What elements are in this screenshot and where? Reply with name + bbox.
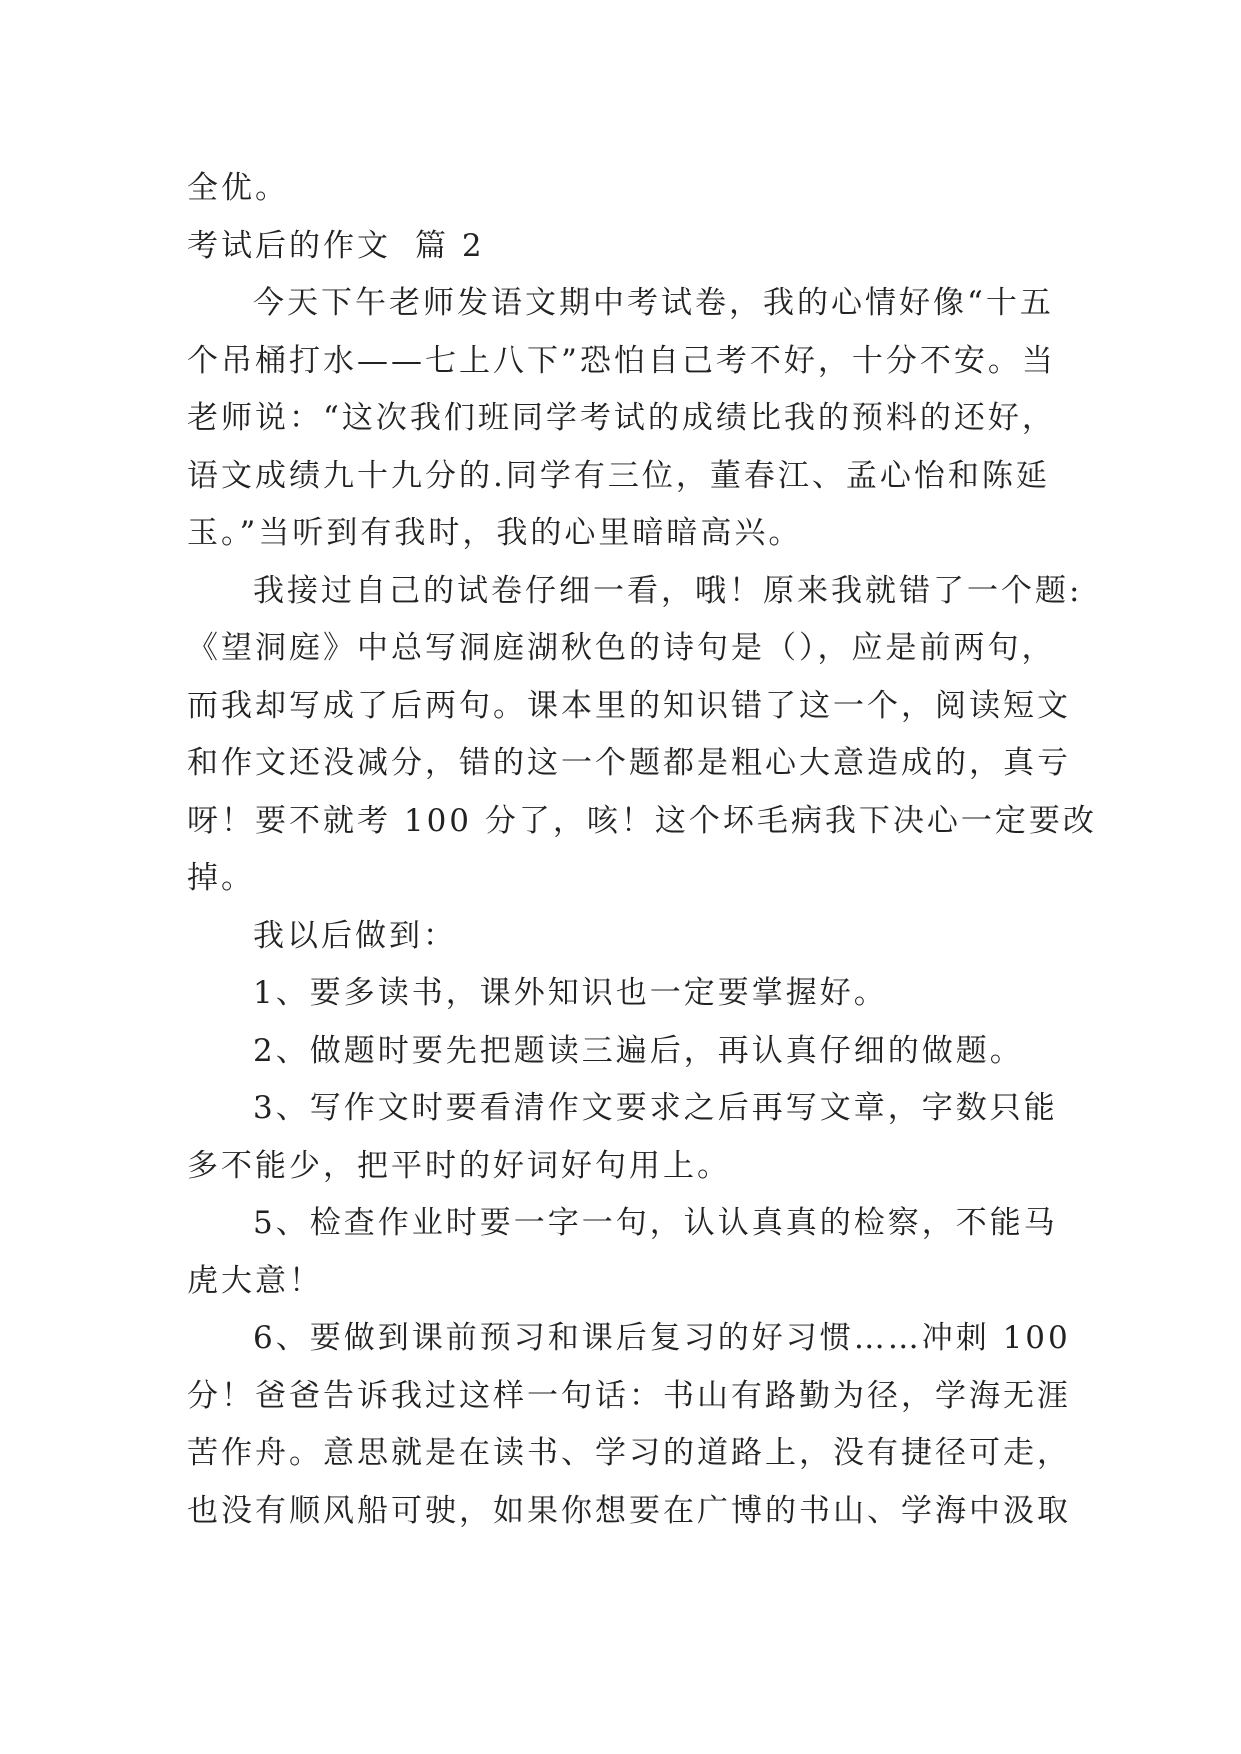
section-heading — [187, 218, 1067, 276]
list-item-line: 多不能少，把平时的好词好句用上。 — [187, 1147, 731, 1184]
paragraph-mistake — [187, 563, 1097, 908]
paragraph-exam-results — [187, 275, 1067, 563]
section-title: 考试后的作文 — [187, 227, 391, 264]
list-item-line: 6、要做到课前预习和课后复习的好习惯……冲刺 100 — [253, 1320, 1071, 1356]
list-item-line: 分！爸爸告诉我过这样一句话：书山有路勤为径，学海无涯 — [187, 1377, 1071, 1414]
list-item-line: 5、检查作业时要一字一句，认认真真的检察，不能马 — [253, 1205, 1058, 1241]
paragraph-line: 老师说：“这次我们班同学考试的成绩比我的预料的还好， — [187, 400, 1056, 436]
list-item-line: 3、写作文时要看清作文要求之后再写文章，字数只能 — [253, 1090, 1058, 1126]
article-body — [187, 160, 1097, 1540]
paragraph-line: 个吊桶打水——七上八下”恐怕自己考不好，十分不安。当 — [187, 342, 1056, 379]
paragraph-resolutions-intro — [187, 908, 1067, 966]
list-item-line: 也没有顺风船可驶，如果你想要在广博的书山、学海中汲取 — [187, 1492, 1071, 1529]
list-item — [187, 965, 1067, 1023]
paragraph-line: 而我却写成了后两句。课本里的知识错了这一个，阅读短文 — [187, 687, 1071, 724]
paragraph-line: 《望洞庭》中总写洞庭湖秋色的诗句是（），应是前两句， — [187, 630, 1056, 666]
paragraph-line: 语文成绩九十九分的.同学有三位，董春江、孟心怡和陈延 — [187, 457, 1050, 494]
list-item — [187, 1195, 1067, 1310]
list-item-line: 苦作舟。意思就是在读书、学习的道路上，没有捷径可走， — [187, 1435, 1071, 1471]
list-item — [187, 1023, 1067, 1081]
list-item-line: 1、要多读书，课外知识也一定要掌握好。 — [253, 975, 888, 1011]
list-item-line: 2、做题时要先把题读三遍后，再认真仔细的做题。 — [253, 1032, 1024, 1069]
paragraph-line: 呀！要不就考 100 分了，咳！这个坏毛病我下决心一定要改 — [187, 802, 1097, 839]
list-item-line: 虎大意！ — [187, 1262, 323, 1299]
list-item — [187, 1310, 1071, 1540]
list-item — [187, 1080, 1067, 1195]
paragraph-line: 我接过自己的试卷仔细一看，哦！原来我就错了一个题: — [253, 572, 1083, 609]
paragraph-line: 今天下午老师发语文期中考试卷，我的心情好像“十五 — [253, 285, 1054, 321]
paragraph-line: 玉。”当听到有我时，我的心里暗暗高兴。 — [187, 515, 803, 551]
paragraph-line: 和作文还没减分，错的这一个题都是粗心大意造成的，真亏 — [187, 745, 1071, 781]
paragraph-line: 我以后做到： — [253, 917, 457, 954]
paragraph-line: 掉。 — [187, 860, 255, 896]
section-part-label: 篇 2 — [415, 227, 485, 264]
previous-paragraph-tail: 全优。 — [187, 170, 289, 206]
